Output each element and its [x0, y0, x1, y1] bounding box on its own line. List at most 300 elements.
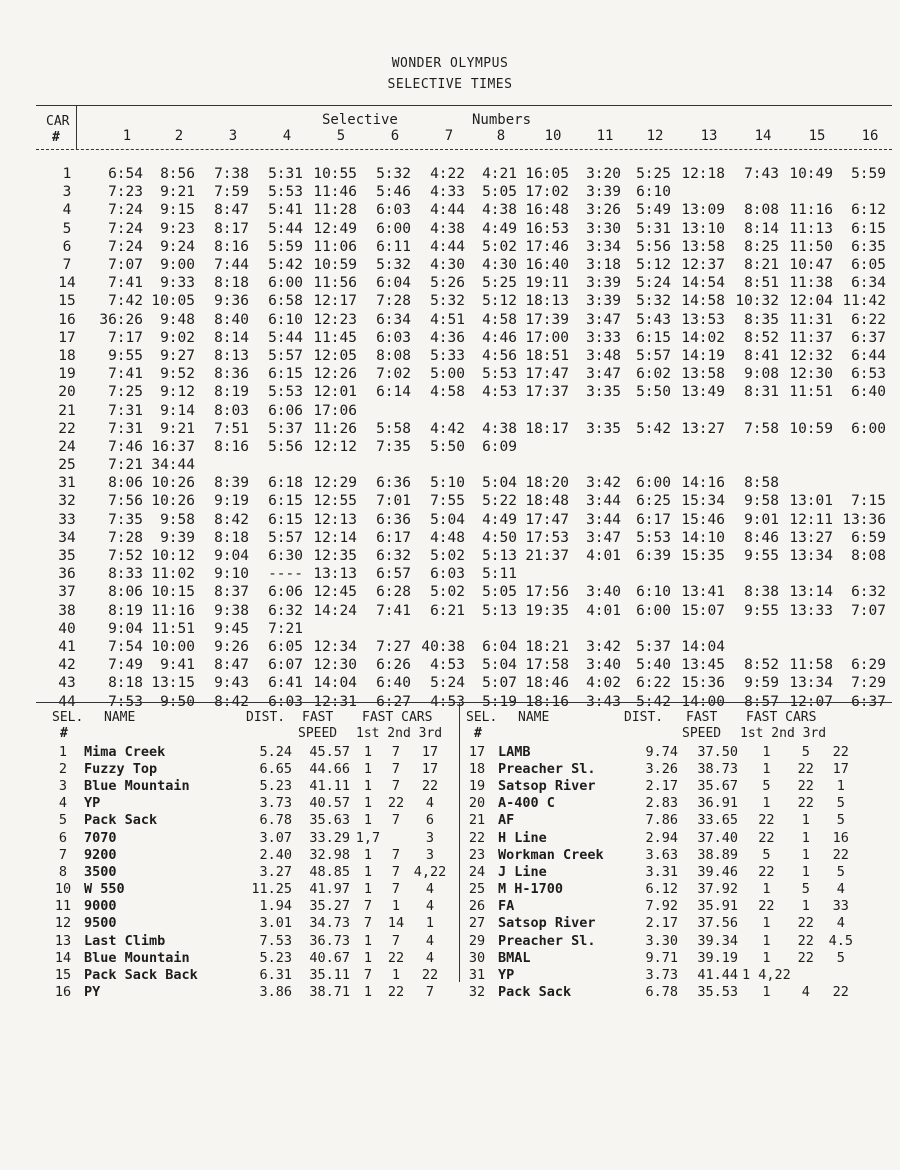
first-place-car: 1 4,22 — [742, 967, 791, 984]
second-place-car: 7 — [391, 743, 401, 760]
time-cell: 16:48 — [525, 202, 569, 219]
time-cell: 6:58 — [268, 293, 303, 310]
time-cell — [571, 401, 623, 419]
list-item — [460, 743, 861, 760]
fast-speed: 40.57 — [309, 795, 350, 812]
times-table — [50, 165, 888, 711]
table-row — [50, 365, 888, 383]
time-cell: 8:47 — [214, 202, 249, 219]
time-cell: 5:07 — [482, 675, 517, 692]
time-cell: 6:15 — [268, 493, 303, 510]
time-cell — [359, 456, 413, 474]
time-cell — [359, 620, 413, 638]
time-cell: 15:07 — [681, 602, 725, 619]
time-cell: 12:11 — [789, 511, 833, 528]
table-row — [50, 620, 888, 638]
time-cell — [781, 401, 835, 419]
first-place-car: 1 — [363, 949, 373, 966]
time-cell: 7:07 — [108, 257, 143, 274]
time-cell: 5:42 — [268, 257, 303, 274]
selective-number: 12 — [54, 915, 72, 932]
time-cell: 6:34 — [376, 311, 411, 328]
time-cell: 5:49 — [636, 202, 671, 219]
first-place-car: 1 — [363, 863, 373, 880]
time-cell: 8:56 — [160, 166, 195, 183]
time-cell: 5:04 — [482, 475, 517, 492]
time-cell — [781, 474, 835, 492]
time-cell — [623, 401, 673, 419]
time-cell: 4:38 — [482, 202, 517, 219]
table-row — [50, 565, 888, 583]
time-cell: 5:59 — [268, 238, 303, 255]
time-cell — [623, 565, 673, 583]
fast-speed: 39.19 — [697, 949, 738, 966]
time-cell: 7:49 — [108, 657, 143, 674]
time-cell: 5:42 — [636, 420, 671, 437]
time-cell: 7:52 — [108, 548, 143, 565]
distance: 2.17 — [645, 915, 678, 932]
column-header-number: 13 — [700, 128, 718, 144]
time-cell: 11:51 — [151, 620, 195, 637]
time-cell: 5:43 — [636, 311, 671, 328]
list-item — [460, 932, 861, 949]
fastcars-header-right: FAST CARS — [746, 710, 817, 725]
distance: 3.86 — [259, 984, 292, 1001]
distance: 3.01 — [259, 915, 292, 932]
selective-name: Workman Creek — [498, 846, 604, 863]
time-cell: 18:48 — [525, 493, 569, 510]
time-cell: 9:58 — [160, 511, 195, 528]
selective-name: M H-1700 — [498, 881, 564, 898]
time-cell: 17:47 — [525, 511, 569, 528]
selective-number: 20 — [468, 795, 486, 812]
car-number: 22 — [58, 420, 76, 437]
distance: 2.17 — [645, 777, 678, 794]
time-cell: 7:23 — [108, 184, 143, 201]
time-cell — [571, 456, 623, 474]
time-cell: 9:27 — [160, 347, 195, 364]
selective-number: 15 — [54, 967, 72, 984]
time-cell — [305, 456, 359, 474]
selective-name: YP — [498, 967, 515, 984]
time-cell: 6:00 — [851, 420, 886, 437]
selectives-left-table — [46, 743, 450, 1001]
time-cell: 40:38 — [421, 638, 465, 655]
time-cell: 6:10 — [636, 184, 671, 201]
time-cell: 7:43 — [744, 166, 779, 183]
time-cell: 3:34 — [586, 238, 621, 255]
time-cell: 6:15 — [268, 366, 303, 383]
time-cell: 6:36 — [376, 511, 411, 528]
time-cell: 7:58 — [744, 420, 779, 437]
car-hash-header: # — [52, 130, 60, 145]
third-place-car: 17 — [832, 760, 849, 777]
time-cell — [673, 565, 727, 583]
time-cell — [571, 438, 623, 456]
time-cell: 13:33 — [789, 602, 833, 619]
time-cell: 7:15 — [851, 493, 886, 510]
first-place-car: 1 — [762, 949, 771, 966]
time-cell: 4:01 — [586, 602, 621, 619]
time-cell — [623, 438, 673, 456]
time-cell: 8:37 — [214, 584, 249, 601]
time-cell — [835, 401, 888, 419]
list-item — [460, 863, 861, 880]
time-cell: 11:13 — [789, 220, 833, 237]
time-cell: 7:59 — [214, 184, 249, 201]
second-place-car: 7 — [391, 863, 401, 880]
time-cell: 12:17 — [313, 293, 357, 310]
dist-header-right: DIST. — [624, 710, 664, 725]
time-cell: 18:13 — [525, 293, 569, 310]
time-cell — [727, 620, 781, 638]
selective-number: 16 — [54, 984, 72, 1001]
time-cell: 10:26 — [151, 493, 195, 510]
selective-number: 30 — [468, 949, 486, 966]
time-cell: 10:55 — [313, 166, 357, 183]
distance: 3.73 — [259, 795, 292, 812]
selective-number: 6 — [58, 829, 68, 846]
selectives-top-rule — [36, 702, 892, 703]
time-cell: 6:03 — [268, 693, 303, 710]
time-cell: 5:53 — [482, 366, 517, 383]
list-item — [46, 915, 450, 932]
time-cell: 7:27 — [376, 638, 411, 655]
selective-number: 17 — [468, 743, 486, 760]
time-cell: 6:35 — [851, 238, 886, 255]
time-cell: 7:17 — [108, 329, 143, 346]
car-number: 32 — [58, 493, 76, 510]
time-cell: 5:13 — [482, 602, 517, 619]
time-cell: 6:26 — [376, 657, 411, 674]
fast-speed: 45.57 — [309, 743, 350, 760]
time-cell: 6:59 — [851, 529, 886, 546]
time-cell: 9:50 — [160, 693, 195, 710]
second-place-car — [382, 829, 410, 846]
car-number: 40 — [58, 620, 76, 637]
time-cell: 4:30 — [482, 257, 517, 274]
time-cell: 3:26 — [586, 202, 621, 219]
time-cell — [673, 183, 727, 201]
time-cell: 3:42 — [586, 638, 621, 655]
distance: 6.12 — [645, 881, 678, 898]
selective-name: Preacher Sl. — [498, 932, 596, 949]
fast-speed: 39.46 — [697, 863, 738, 880]
selective-name: 9200 — [84, 846, 117, 863]
time-cell: 10:59 — [789, 420, 833, 437]
time-cell — [727, 565, 781, 583]
list-item — [460, 966, 861, 983]
column-header-number: 6 — [390, 128, 400, 144]
time-cell — [467, 456, 519, 474]
time-cell: 5:05 — [482, 584, 517, 601]
time-cell — [835, 183, 888, 201]
time-cell: 8:58 — [744, 475, 779, 492]
car-number: 5 — [62, 220, 72, 237]
table-row — [50, 329, 888, 347]
list-item — [460, 881, 861, 898]
selective-number: 11 — [54, 898, 72, 915]
second-place-car: 22 — [797, 932, 814, 949]
time-cell: 5:33 — [430, 347, 465, 364]
time-cell: 5:37 — [268, 420, 303, 437]
column-header-number: 10 — [544, 128, 562, 144]
time-cell: 3:40 — [586, 584, 621, 601]
time-cell: 7:44 — [214, 257, 249, 274]
time-cell: 13:34 — [789, 675, 833, 692]
table-row — [50, 547, 888, 565]
time-cell: 8:52 — [744, 657, 779, 674]
selective-number: 29 — [468, 932, 486, 949]
list-item — [460, 898, 861, 915]
time-cell: 13:13 — [313, 566, 357, 583]
selective-number: 22 — [468, 829, 486, 846]
time-cell — [519, 456, 571, 474]
selective-name: Fuzzy Top — [84, 760, 158, 777]
time-cell: 7:24 — [108, 238, 143, 255]
first-place-car: 1,7 — [355, 829, 381, 846]
time-cell: 6:04 — [376, 275, 411, 292]
time-cell — [835, 620, 888, 638]
time-cell: 3:18 — [586, 257, 621, 274]
time-cell: 8:47 — [214, 657, 249, 674]
car-number: 16 — [58, 311, 76, 328]
time-cell: 5:22 — [482, 493, 517, 510]
time-cell: 7:31 — [108, 420, 143, 437]
time-cell: 6:05 — [851, 257, 886, 274]
time-cell: 7:28 — [376, 293, 411, 310]
time-cell: 11:50 — [789, 238, 833, 255]
time-cell: 10:05 — [151, 293, 195, 310]
second-place-car: 22 — [387, 795, 405, 812]
third-place-car: 22 — [832, 846, 849, 863]
list-item — [460, 777, 861, 794]
time-cell: 4:53 — [430, 693, 465, 710]
time-cell: 10:32 — [735, 293, 779, 310]
time-cell: 12:07 — [789, 693, 833, 710]
selective-number: 19 — [468, 777, 486, 794]
second-place-car: 7 — [391, 932, 401, 949]
time-cell: 13:49 — [681, 384, 725, 401]
time-cell: 9:04 — [108, 620, 143, 637]
time-cell: 6:22 — [851, 311, 886, 328]
selective-name: AF — [498, 812, 515, 829]
time-cell: 6:32 — [851, 584, 886, 601]
time-cell — [673, 456, 727, 474]
time-cell: 8:14 — [744, 220, 779, 237]
time-cell: 6:12 — [851, 202, 886, 219]
time-cell: 6:57 — [376, 566, 411, 583]
time-cell: 6:10 — [636, 584, 671, 601]
second-place-car: 1 — [801, 846, 810, 863]
time-cell: 4:46 — [482, 329, 517, 346]
second-place-car: 7 — [391, 777, 401, 794]
fast-speed: 38.73 — [697, 760, 738, 777]
first-place-car: 1 — [363, 932, 373, 949]
time-cell: 5:04 — [482, 657, 517, 674]
time-cell — [727, 401, 781, 419]
second-place-car: 7 — [391, 881, 401, 898]
fast-speed: 41.44 — [697, 967, 738, 984]
list-item — [46, 777, 450, 794]
time-cell: 6:09 — [482, 438, 517, 455]
time-cell: 8:08 — [744, 202, 779, 219]
fast-speed: 36.73 — [309, 932, 350, 949]
time-cell: 13:45 — [681, 657, 725, 674]
table-row — [50, 492, 888, 510]
time-cell: 5:53 — [636, 529, 671, 546]
car-column-divider — [76, 105, 77, 149]
time-cell: ---- — [268, 566, 303, 583]
table-row — [50, 347, 888, 365]
time-cell: 10:49 — [789, 166, 833, 183]
first-place-car: 1 — [363, 846, 373, 863]
time-cell: 6:29 — [851, 657, 886, 674]
list-item — [460, 760, 861, 777]
time-cell: 6:03 — [430, 566, 465, 583]
distance: 6.65 — [259, 760, 292, 777]
time-cell: 3:35 — [586, 384, 621, 401]
selective-name: J Line — [498, 863, 547, 880]
third-place-car: 5 — [836, 795, 845, 812]
time-cell: 8:52 — [744, 329, 779, 346]
time-cell — [571, 620, 623, 638]
time-cell: 16:53 — [525, 220, 569, 237]
third-place-car: 4 — [425, 949, 435, 966]
time-cell — [467, 401, 519, 419]
first-place-car: 1 — [363, 812, 373, 829]
time-cell: 3:35 — [586, 420, 621, 437]
time-cell: 6:15 — [851, 220, 886, 237]
table-row — [50, 256, 888, 274]
car-number: 35 — [58, 548, 76, 565]
time-cell: 17:53 — [525, 529, 569, 546]
time-cell: 18:17 — [525, 420, 569, 437]
time-cell: 14:16 — [681, 475, 725, 492]
time-cell: 8:19 — [108, 602, 143, 619]
time-cell — [413, 401, 467, 419]
time-cell: 9:08 — [744, 366, 779, 383]
selective-number: 32 — [468, 984, 486, 1001]
time-cell — [835, 638, 888, 656]
time-cell: 8:36 — [214, 366, 249, 383]
time-cell: 14:00 — [681, 693, 725, 710]
time-cell: 5:24 — [430, 675, 465, 692]
time-cell: 3:44 — [586, 493, 621, 510]
time-cell: 9:24 — [160, 238, 195, 255]
car-number: 6 — [62, 238, 72, 255]
time-cell: 14:58 — [681, 293, 725, 310]
selective-name: Satsop River — [498, 777, 596, 794]
selective-name: Pack Sack Back — [84, 967, 198, 984]
list-item — [46, 812, 450, 829]
selective-name: Mima Creek — [84, 743, 166, 760]
fast-speed: 35.91 — [697, 898, 738, 915]
second-place-car: 1 — [801, 812, 810, 829]
time-cell: 7:41 — [376, 602, 411, 619]
table-row — [50, 438, 888, 456]
fast-speed: 37.56 — [697, 915, 738, 932]
time-cell: 7:24 — [108, 202, 143, 219]
third-place-car: 1 — [425, 915, 435, 932]
selective-number: 31 — [468, 967, 486, 984]
car-number: 33 — [58, 511, 76, 528]
time-cell: 9:21 — [160, 420, 195, 437]
time-cell: 5:02 — [482, 238, 517, 255]
time-cell — [623, 620, 673, 638]
time-cell: 9:33 — [160, 275, 195, 292]
car-number: 18 — [58, 347, 76, 364]
time-cell — [251, 456, 305, 474]
fast-speed: 33.65 — [697, 812, 738, 829]
time-cell: 4:48 — [430, 529, 465, 546]
second-place-car: 7 — [391, 846, 401, 863]
time-cell: 5:02 — [430, 584, 465, 601]
time-cell: 3:39 — [586, 184, 621, 201]
speed-header-right: SPEED — [682, 726, 722, 741]
list-item — [460, 795, 861, 812]
first-place-car: 5 — [762, 777, 771, 794]
time-cell: 4:33 — [430, 184, 465, 201]
car-number: 1 — [62, 166, 72, 183]
distance: 1.94 — [259, 898, 292, 915]
time-cell: 8:06 — [108, 584, 143, 601]
distance: 7.92 — [645, 898, 678, 915]
selective-number: 18 — [468, 760, 486, 777]
table-row — [50, 311, 888, 329]
time-cell: 8:08 — [376, 347, 411, 364]
times-top-rule — [36, 105, 892, 106]
time-cell: 17:56 — [525, 584, 569, 601]
time-cell: 7:38 — [214, 166, 249, 183]
table-row — [50, 401, 888, 419]
time-cell: 9:48 — [160, 311, 195, 328]
list-item — [46, 846, 450, 863]
time-cell: 5:40 — [636, 657, 671, 674]
time-cell: 6:00 — [268, 275, 303, 292]
second-place-car: 22 — [797, 777, 814, 794]
time-cell: 19:35 — [525, 602, 569, 619]
time-cell — [781, 183, 835, 201]
time-cell: 5:26 — [430, 275, 465, 292]
list-item — [460, 984, 861, 1001]
time-cell: 3:42 — [586, 475, 621, 492]
time-cell: 6:05 — [268, 638, 303, 655]
time-cell: 12:12 — [313, 438, 357, 455]
table-row — [50, 456, 888, 474]
time-cell: 12:05 — [313, 347, 357, 364]
time-cell — [519, 565, 571, 583]
table-row — [50, 292, 888, 310]
time-cell: 5:59 — [851, 166, 886, 183]
table-row — [50, 201, 888, 219]
time-cell — [781, 620, 835, 638]
time-cell: 10:47 — [789, 257, 833, 274]
time-cell: 5:31 — [636, 220, 671, 237]
time-cell: 18:21 — [525, 638, 569, 655]
distance: 3.30 — [645, 932, 678, 949]
time-cell: 7:42 — [108, 293, 143, 310]
column-header-number: 4 — [282, 128, 292, 144]
time-cell: 10:26 — [151, 475, 195, 492]
time-cell: 7:21 — [268, 620, 303, 637]
time-cell — [727, 638, 781, 656]
third-place-car: 5 — [836, 863, 845, 880]
time-cell: 3:30 — [586, 220, 621, 237]
time-cell: 6:07 — [268, 657, 303, 674]
second-place-car: 1 — [801, 898, 810, 915]
time-cell — [673, 438, 727, 456]
